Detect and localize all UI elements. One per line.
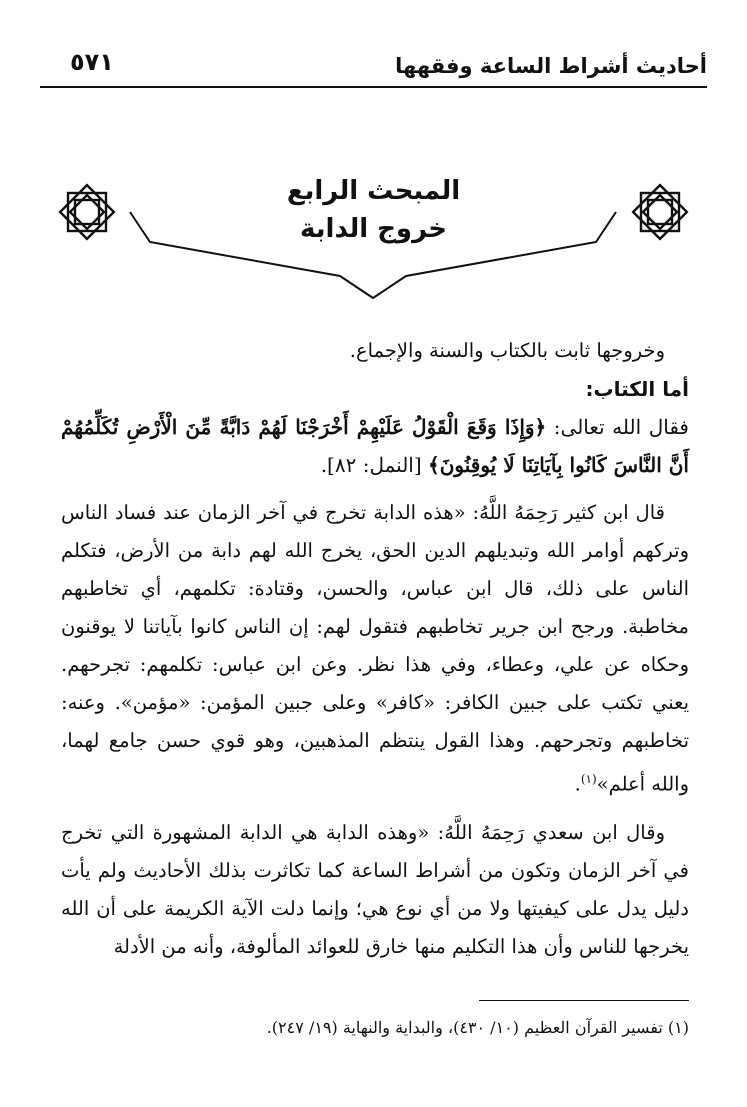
verse-lead: فقال الله تعالى: [553, 415, 689, 439]
quran-verse-paragraph [61, 408, 689, 484]
header-rule [40, 86, 707, 88]
chapter-title-line2: خروج الدابة [300, 214, 447, 244]
intro-paragraph: وخروجها ثابت بالكتاب والسنة والإجماع. [349, 339, 665, 362]
ibn-kathir-end: . [574, 772, 581, 796]
page-number: ٥٧١ [70, 48, 114, 76]
chapter-title-line1: المبحث الرابع [286, 176, 461, 206]
ibn-kathir-text: قال ابن كثير رَحِمَهُ اللَّهُ: «هذه الدابة تخرج في آخر الزمان عند فساد الناس وتركهم أوامر الله وتبديلهم الدين الحق، يخرج الله لهم دابة من الأرض، فتكلم الناس على ذلك، قال ابن عباس، والحسن، وقتادة: تكلمهم، أي تخاطبهم مخاطبة. ورجح ابن جرير تخاطبهم فتقول لهم: إن الناس كانوا بآياتنا لا يوقنون وحكاه عن علي، وعطاء، وفي هذا نظر. وعن ابن عباس: تكلمهم: تجرحهم. يعني تكتب على جبين الكافر: «كافر» وعلى جبين المؤمن: «مؤمن». وعنه: تخاطبهم وتجرحهم. وهذا القول ينتظم المذهبين، وهو قوي حسن جامع لهما، والله أعلم» [61, 501, 689, 796]
ibn-kathir-paragraph [61, 494, 689, 804]
ibn-saadi-paragraph: وقال ابن سعدي رَحِمَهُ اللَّهُ: «وهذه الدابة هي الدابة المشهورة التي تخرج في آخر الزمان وتكون من أشراط الساعة كما تكاثرت بذلك الأحاديث ولم يأت دليل يدل على كيفيتها ولا من أي نوع هي؛ وإنما دلت الآية الكريمة على أن الله يخرجها للناس وأن هذا التكليم منها خارق للعوائد المألوفة، وأنه من الأدلة [61, 820, 689, 958]
book-heading: أما الكتاب: [585, 377, 689, 401]
footnote-marker[interactable]: (١) [580, 772, 597, 786]
verse-reference: [النمل: ٨٢]. [320, 453, 422, 477]
chapter-title [0, 172, 747, 248]
footnote-rule [479, 1000, 689, 1001]
verse-text: ﴿وَإِذَا وَقَعَ الْقَوْلُ عَلَيْهِمْ أَخْرَجْنَا لَهُمْ دَابَّةً مِّنَ الْأَرْضِ تُكَلِّمُهُمْ أَنَّ النَّاسَ كَانُوا بِآيَاتِنَا لَا يُوقِنُونَ﴾ [61, 415, 689, 477]
running-title: أحاديث أشراط الساعة وفقهها [395, 54, 707, 78]
main-text [61, 322, 689, 966]
footnote: (١) تفسير القرآن العظيم (١٠/ ٤٣٠)، والبداية والنهاية (١٩/ ٢٤٧). [266, 1018, 689, 1037]
page-header [40, 44, 707, 84]
